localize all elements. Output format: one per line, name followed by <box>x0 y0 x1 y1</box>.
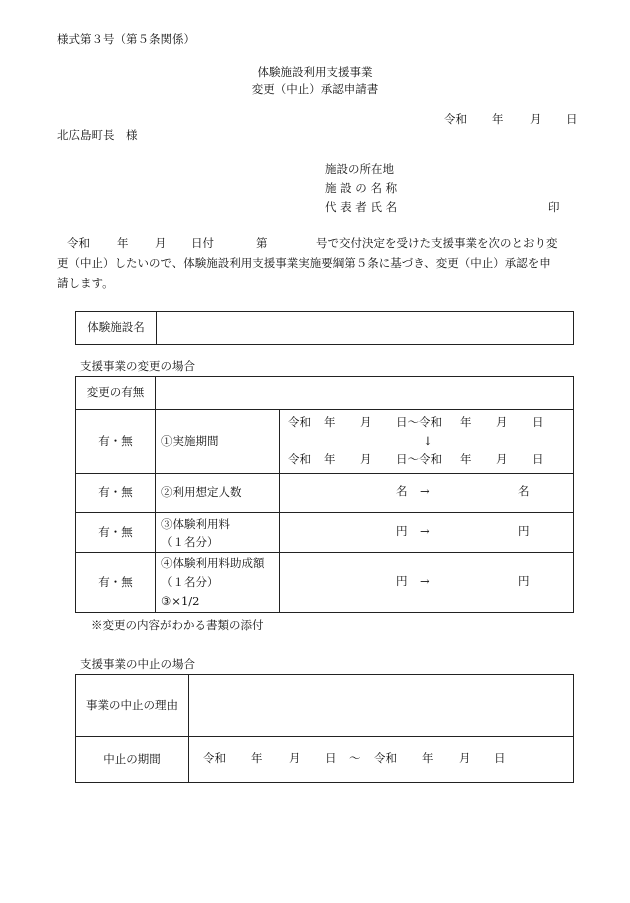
period-before-end-month: 月 <box>496 414 508 429</box>
flag-choice: 有・無 <box>98 433 133 448</box>
body-number-prefix: 第 <box>256 236 268 250</box>
item-label: ④体験利用料助成額 <box>161 556 265 570</box>
period-before-end-day: 日 <box>532 414 544 429</box>
addressee: 北広島町長 様 <box>57 128 138 142</box>
change-row-period <box>76 410 574 474</box>
item-label: ①実施期間 <box>161 433 219 448</box>
period-after-end-month: 月 <box>496 451 508 466</box>
flag-cell[interactable] <box>76 513 156 553</box>
change-row-subsidy <box>76 553 574 613</box>
item-sublabel: （１名分） <box>161 534 219 549</box>
value-cell[interactable] <box>280 513 574 553</box>
period-after-day-to-era: 日～令和 <box>396 451 442 466</box>
item-cell <box>156 410 280 474</box>
cancel-period-label-cell <box>76 737 189 783</box>
item-formula: ③×1/2 <box>161 594 200 608</box>
cancel-end-month: 月 <box>459 750 471 765</box>
cancel-period-field[interactable] <box>189 737 574 783</box>
down-arrow-icon: ↓ <box>423 433 433 448</box>
body-month: 月 <box>155 236 167 250</box>
date-year: 年 <box>492 112 504 126</box>
change-table <box>75 376 574 613</box>
body-line3: 請します。 <box>57 276 114 290</box>
period-before-day-to-era: 日～令和 <box>396 414 442 429</box>
flag-choice: 有・無 <box>98 524 133 539</box>
unit-to: 名 <box>518 484 530 498</box>
period-before-month: 月 <box>360 414 372 429</box>
cancel-end-era: 令和 <box>374 750 397 765</box>
period-after <box>280 453 573 468</box>
item-cell <box>156 513 280 553</box>
change-header-empty <box>156 377 574 410</box>
cancel-table <box>75 674 574 783</box>
applicant-name-label: 施 設 の 名 称 <box>325 181 398 195</box>
body-year: 年 <box>117 236 129 250</box>
unit-from: 名 <box>396 484 408 498</box>
right-arrow-icon: → <box>420 484 430 498</box>
period-arrow-row <box>280 435 573 453</box>
facility-name-field[interactable] <box>157 312 574 345</box>
cancel-tilde: ～ <box>349 750 361 765</box>
right-arrow-icon: → <box>420 573 430 588</box>
applicant-address-label: 施設の所在地 <box>325 162 394 176</box>
body-line1-tail: 号で交付決定を受けた支援事業を次のとおり変 <box>316 236 558 250</box>
period-before-era: 令和 <box>288 414 311 429</box>
flag-cell[interactable] <box>76 553 156 613</box>
period-after-end-day: 日 <box>532 451 544 466</box>
applicant-rep-label: 代 表 者 氏 名 <box>325 200 398 214</box>
cancel-start-era: 令和 <box>203 750 226 765</box>
value-cell[interactable] <box>280 474 574 513</box>
change-header-label: 変更の有無 <box>86 385 145 400</box>
cancel-end-day: 日 <box>494 750 506 765</box>
body-line2: 更（中止）したいので、体験施設利用支援事業実施要綱第５条に基づき、変更（中止）承認を申 <box>57 256 551 270</box>
attachment-note: ※変更の内容がわかる書類の添付 <box>91 618 264 632</box>
period-after-end-year: 年 <box>460 451 472 466</box>
change-header-cell <box>76 377 156 410</box>
change-section-heading: 支援事業の変更の場合 <box>80 359 195 373</box>
facility-label: 体験施設名 <box>87 320 145 335</box>
flag-choice: 有・無 <box>98 485 133 500</box>
unit-from: 円 <box>396 573 408 588</box>
unit-to: 円 <box>518 523 530 538</box>
change-row-users <box>76 474 574 513</box>
period-after-year: 年 <box>324 451 336 466</box>
seal-mark: 印 <box>548 200 560 214</box>
date-month: 月 <box>530 112 542 126</box>
cancel-reason-label-cell <box>76 675 189 737</box>
form-title-line2: 変更（中止）承認申請書 <box>251 82 379 96</box>
unit-from: 円 <box>396 523 408 538</box>
cancel-end-year: 年 <box>422 750 434 765</box>
flag-cell[interactable] <box>76 410 156 474</box>
period-before-end-year: 年 <box>460 414 472 429</box>
flag-cell[interactable] <box>76 474 156 513</box>
body-day: 日付 <box>191 236 214 250</box>
item-sublabel: （１名分） <box>161 575 219 589</box>
body-era: 令和 <box>67 236 90 250</box>
cancel-section-heading: 支援事業の中止の場合 <box>80 657 195 671</box>
unit-to: 円 <box>518 573 530 588</box>
cancel-start-month: 月 <box>289 750 301 765</box>
period-cell[interactable] <box>280 410 574 474</box>
period-before <box>280 416 573 435</box>
facility-label-cell <box>76 312 157 345</box>
item-label: ③体験利用料 <box>161 516 230 531</box>
cancel-start-year: 年 <box>251 750 263 765</box>
item-cell <box>156 553 280 613</box>
form-title-line1: 体験施設利用支援事業 <box>257 65 373 79</box>
flag-choice: 有・無 <box>98 574 133 589</box>
facility-table <box>75 311 574 345</box>
cancel-reason-field[interactable] <box>189 675 574 737</box>
cancel-period-label: 中止の期間 <box>103 751 161 766</box>
date-era: 令和 <box>444 112 467 126</box>
cancel-reason-label: 事業の中止の理由 <box>86 697 178 712</box>
change-row-fee <box>76 513 574 553</box>
cancel-start-day: 日 <box>325 750 337 765</box>
period-after-era: 令和 <box>288 451 311 466</box>
period-before-year: 年 <box>324 414 336 429</box>
item-cell <box>156 474 280 513</box>
value-cell[interactable] <box>280 553 574 613</box>
period-after-month: 月 <box>360 451 372 466</box>
item-label: ②利用想定人数 <box>161 485 242 500</box>
date-day: 日 <box>566 112 578 126</box>
form-number: 様式第３号（第５条関係） <box>57 32 195 46</box>
right-arrow-icon: → <box>420 523 430 538</box>
